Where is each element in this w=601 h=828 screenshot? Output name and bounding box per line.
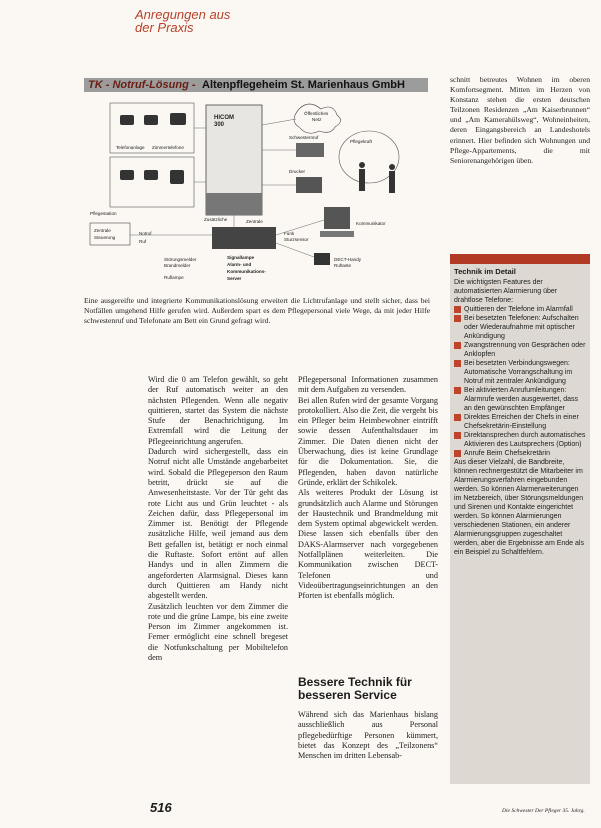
bullet-square-icon bbox=[454, 432, 461, 439]
label-netz: Netz bbox=[312, 117, 322, 122]
label-dect: DECT-Handy bbox=[334, 257, 362, 262]
alarm-server-device bbox=[212, 227, 276, 249]
figure-title-prefix: TK - Notruf-Lösung - bbox=[88, 79, 196, 91]
label-st2: Brandmelder bbox=[164, 263, 191, 268]
sidebar-bullet: Bei aktivierten Anrufumleitungen: Alarmrufe werden ausgewertet, dass an den gewünschten Empfänger bbox=[454, 386, 586, 413]
label-ruflampe: Ruflampe bbox=[164, 275, 184, 280]
figure-title-bar bbox=[84, 78, 428, 92]
subheading: Bessere Technik für besseren Service bbox=[298, 675, 412, 702]
label-funk: Funk bbox=[284, 231, 295, 236]
computer-keyboard bbox=[320, 231, 354, 237]
section-kicker bbox=[135, 8, 230, 34]
sidebar-bullet: Bei besetzten Verbindungswegen: Automatische Vorrangschaltung im Notruf mit zentraler Ankündigung bbox=[454, 359, 586, 386]
label-tel2: Zimmertelefone bbox=[152, 145, 184, 150]
col2-paragraph: Bei allen Rufen wird der gesamte Vorgang protokolliert. Also die Zeit, die vergeht bis ein Pfleger beim Heimbewohner eintrifft sowie dessen Aufenthaltsdauer im Zimmer. Die Daten dienen nicht der Überwachung, dies ist keine Grundlage für die Dokumentation. Sie, die Pflegenden, haben davon natürliche Gründe, erklärt der Schikolek. bbox=[298, 395, 438, 487]
label-pflegestation: Pflegestation bbox=[90, 211, 117, 216]
column-1 bbox=[148, 375, 288, 663]
column-2-continued: Während sich das Marienhaus bislang ausschließlich aus Personal pflegebedürftige Personen kümmert, bietet das Konzept des „Teilzonens“ Menschen im dritten Lebensab- bbox=[298, 710, 438, 761]
label-signal: Signallampe bbox=[227, 255, 255, 260]
label-zl1: Zusätzliche bbox=[204, 217, 228, 222]
column-3: schnitt betreutes Wohnen im oberen Komfortsegment. Mitten im Herzen von Konstanz stehen die ersten deutschen Teilzonen Residenzen „Am Kaiserbrunnen“ und „Am Kamerahülsweg“, Wohneinheiten, deren Eingangsbereich an Landeshotels erinnert. Hier befinden sich Wohnungen und Pflege-Appartements, die mit Seniorenangehörigen üben. bbox=[450, 75, 590, 165]
label-kommunikator: Kommunikator bbox=[356, 221, 386, 226]
label-drucker: Drucker bbox=[289, 169, 306, 174]
col2-paragraph: Pflegepersonal Informationen zusammen mit dem Aufgaben zu versenden. bbox=[298, 375, 438, 395]
label-pflegekraft: Pflegekraft bbox=[350, 139, 372, 144]
printer-device bbox=[296, 177, 322, 193]
col1-paragraph: Zusätzlich leuchten vor dem Zimmer die rote und die grüne Lampe, bis eine zweite Person im Zimmer angekommen ist. Ferner ermöglicht eine schnell bregeset die Notfunkschaltung per Mobiltelefon dem bbox=[148, 601, 288, 663]
label-schwesternruf: Schwesternruf bbox=[289, 135, 319, 140]
label-offentliches: Öffentliches bbox=[304, 111, 329, 116]
schwesternruf-device bbox=[296, 143, 324, 157]
label-notruf: Notruf bbox=[139, 231, 152, 236]
col1-paragraph: Dadurch wird sichergestellt, dass ein Notruf nicht alle Umstände angebarbeitet wird. Sobald die Pflegeperson den Raum betritt, drückt sie auf die Anwesenheitstaste. Vor der Tür geht das rote Licht aus und Grün leuchtet - als Zeichen dafür, dass Pflegepersonal im Zimmer ist. Benötigt der Pflegende zusätzliche Hilfe, weil jemand aus dem Bett gefallen ist, betätigt er noch einmal die Ruftaste. Sofort ertönt auf allen Handys und in allen Zimmern die angeforderten Alarmsignal. Dieses kann durch Quittieren am Handy nicht abgestellt werden. bbox=[148, 447, 288, 601]
label-sturz: Sturzsensor bbox=[284, 237, 309, 242]
sidebar-bullet: Quittieren der Telefone im Alarmfall bbox=[454, 305, 586, 314]
col1-paragraph: Wird die 0 am Telefon gewählt, so geht der Ruf automatisch weiter an den nächsten Pflegenden. Wenn alle negativ quittieren, startet das System die nächste Stufe der Benachrichtigung. Im Extremfall wird die Leitung der Pflegeeinrichtung angerufen. bbox=[148, 375, 288, 446]
sidebar-bullet: Direktansprechen durch automatisches Aktivieren des Lautsprechers (Option) bbox=[454, 431, 586, 449]
computer-monitor bbox=[324, 207, 350, 229]
figure-caption: Eine ausgereifte und integrierte Kommunikationslösung erweitert die Lichtrufanlage und stellt sicher, dass bei Notfällen umgehend Hilfe gerufen wird. Außerdem spart es dem Pflegepersonal viele Wege, da mit jeder Hilfe schwestenruf und Telefonate am Bett ein Grund gefragt wird. bbox=[84, 296, 430, 326]
kicker-line-2: der Praxis bbox=[135, 20, 194, 35]
label-server: Server bbox=[227, 276, 242, 281]
column-2 bbox=[298, 375, 438, 602]
sidebar-bullet: Bei besetzten Telefonen: Aufschalten oder Wiederaufnahme mit optischer Ankündigung bbox=[454, 314, 586, 341]
label-st1: Störungsmelder bbox=[164, 257, 197, 262]
label-komm: Kommunikations- bbox=[227, 269, 266, 274]
sidebar-bullet: Anrufe Beim Chefsekretärin bbox=[454, 449, 586, 458]
sidebar-outro: Aus dieser Vielzahl, die Bandbreite, können rechnergestützt die Mitarbeiter im Alarmierungsverfahren eingebunden werden. So können Alarmerweiterungen im Netzbereich, über Störungsmeldungen und Sirenen und Kontakte eingerichtet werden. So können Alarmierungen verschiedenen Stationen, ein anderer Alarmierungsgruppen zugeschaltet werden, aber die Ergebnisse am Ende als ein Beispiel zu Schaltfehlern. bbox=[454, 459, 584, 556]
page-number: 516 bbox=[150, 800, 172, 815]
bullet-square-icon bbox=[454, 450, 461, 457]
label-ruf: Ruf bbox=[139, 239, 147, 244]
col2-paragraph: Als weiteres Produkt der Lösung ist grundsätzlich auch Alarme und Störungen der Haustechnik und Brandmeldung mit dem System optimal abgewickelt werden. Diese lassen sich ebenfalls über den DAKS-Alarmserver nach vorgegebenen Notfallplänen weiterleiten. Die Kommunikation zwischen DECT-Telefonen und Videoübertragungseinrichtungen an den Pforten ist ebenfalls möglich. bbox=[298, 488, 438, 601]
hicom-base bbox=[206, 193, 262, 215]
sidebar-title: Technik im Detail bbox=[454, 267, 516, 276]
bullet-square-icon bbox=[454, 306, 461, 313]
sidebar-intro: Die wichtigsten Features der automatisierten Alarmierung über drahtlose Telefone: bbox=[454, 279, 558, 304]
bullet-square-icon bbox=[454, 387, 461, 394]
kicker-line-1: Anregungen aus bbox=[135, 7, 231, 22]
bullet-square-icon bbox=[454, 315, 461, 322]
sidebar-bullet: Zwangstrennung von Gesprächen oder Anklopfen bbox=[454, 341, 586, 359]
bullet-square-icon bbox=[454, 342, 461, 349]
label-ruf2: Ruftaste bbox=[334, 263, 352, 268]
label-steuerung: Steuerung bbox=[94, 235, 116, 240]
label-hicom: HICOM bbox=[214, 115, 234, 121]
label-hicom-300: 300 bbox=[214, 122, 225, 128]
dect-handy-icon bbox=[314, 253, 330, 265]
label-zentrale1: Zentrale bbox=[94, 228, 111, 233]
bullet-square-icon bbox=[454, 414, 461, 421]
footer-source: Die Schwester Der Pfleger 35. Jahrg. bbox=[502, 808, 585, 814]
system-diagram bbox=[84, 95, 428, 290]
sidebar-body bbox=[454, 278, 586, 557]
bullet-square-icon bbox=[454, 360, 461, 367]
label-alarm: Alarm- und bbox=[227, 262, 252, 267]
label-tel1: Telefonanlage bbox=[116, 145, 145, 150]
label-zentrale2: Zentrale bbox=[246, 219, 263, 224]
sidebar-bullet: Direktes Erreichen der Chefs in einer Chefsekretärin-Einstellung bbox=[454, 413, 586, 431]
figure-title: Altenpflegeheim St. Marienhaus GmbH bbox=[202, 79, 405, 91]
sidebar-header-bar bbox=[450, 254, 590, 264]
